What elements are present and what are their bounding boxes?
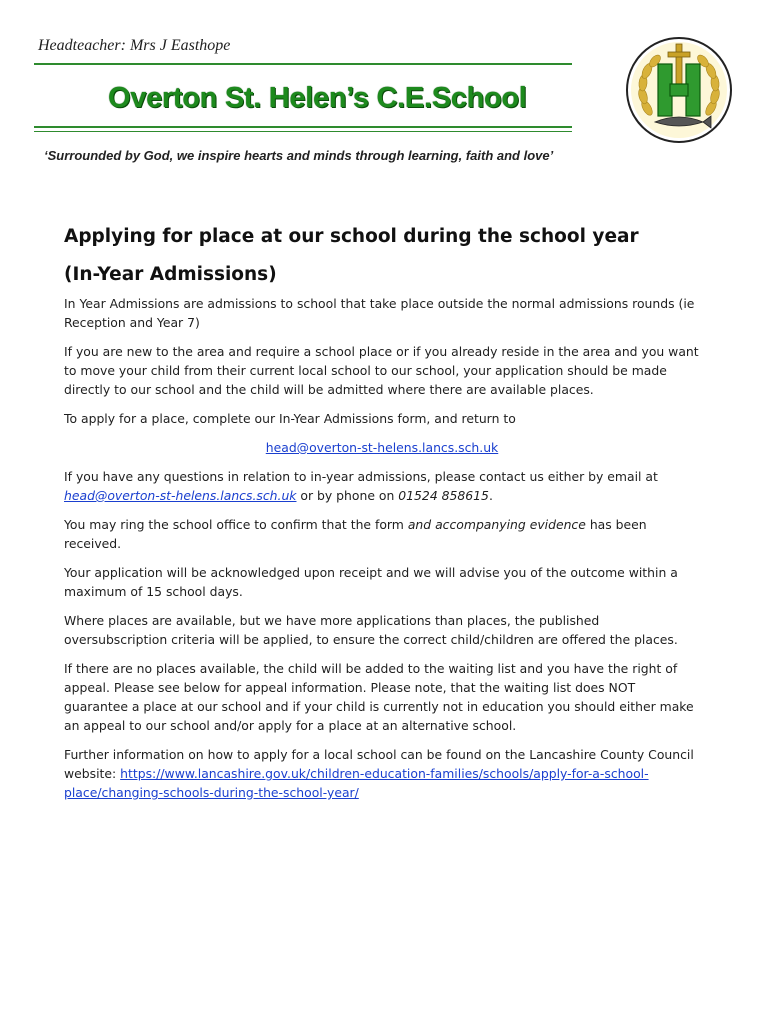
confirm-evidence: and accompanying evidence: [407, 517, 586, 532]
paragraph-confirm: [64, 515, 700, 553]
confirm-pre: You may ring the school office to confirm that the form: [64, 517, 404, 532]
paragraph-how-to-apply: To apply for a place, complete our In-Year Admissions form, and return to: [64, 411, 516, 426]
paragraph-acknowledge: Your application will be acknowledged upon receipt and we will advise you of the outcome within a maximum of 15 school days.: [64, 565, 678, 599]
confirm-post: has been received.: [64, 517, 647, 551]
phone-number: 01524 858615: [398, 488, 489, 503]
contact-text: If you have any questions in relation to in-year admissions, please contact us either by email at: [64, 469, 658, 484]
further-info-text: Further information on how to apply for a local school can be found on the Lancashire County Council website:: [64, 747, 694, 781]
paragraph-contact: [64, 467, 700, 505]
email-link-contact[interactable]: head@overton-st-helens.lancs.sch.uk: [64, 488, 297, 503]
lancashire-link[interactable]: https://www.lancashire.gov.uk/children-education-families/schools/apply-for-a-school-place/changing-schools-during-the-school-year/: [64, 766, 649, 800]
email-link-centered[interactable]: head@overton-st-helens.lancs.sch.uk: [265, 440, 499, 455]
document-body: [64, 218, 700, 812]
contact-end: .: [488, 488, 493, 503]
header-rule-bottom-thin: [34, 131, 572, 132]
school-name: Overton St. Helen’s C.E.School: [108, 82, 527, 114]
school-crest-icon: [625, 36, 733, 144]
contact-mid: or by phone on: [296, 488, 395, 503]
page-subtitle: (In-Year Admissions): [64, 264, 277, 285]
paragraph-who-applies: If you are new to the area and require a school place or if you already reside in the area and you want to move your child from their current local school to our school, your application should be made directly to our school and the child will be admitted where there are available places.: [64, 344, 699, 397]
headteacher-line: Headteacher: Mrs J Easthope: [38, 37, 231, 54]
email-centered-paragraph: [64, 438, 700, 457]
paragraph-further-info: [64, 745, 700, 802]
header-rule-top: [34, 63, 572, 65]
school-motto: ‘Surrounded by God, we inspire hearts and minds through learning, faith and love’: [44, 148, 554, 163]
paragraph-waiting-list: If there are no places available, the child will be added to the waiting list and you have the right of appeal. Please see below for appeal information. Please note, that the waiting list does NOT guarantee a place at our school and if your child is currently not in education you should either make an appeal to our school and/or apply for a place at an alternative school.: [64, 661, 694, 733]
paragraph-definition: In Year Admissions are admissions to school that take place outside the normal admissions rounds (ie Reception and Year 7): [64, 296, 695, 330]
header-rule-bottom: [34, 126, 572, 128]
page-title: Applying for place at our school during the school year: [64, 226, 639, 247]
paragraph-oversubscription: Where places are available, but we have more applications than places, the published oversubscription criteria will be applied, to ensure the correct child/children are offered the places.: [64, 613, 678, 647]
